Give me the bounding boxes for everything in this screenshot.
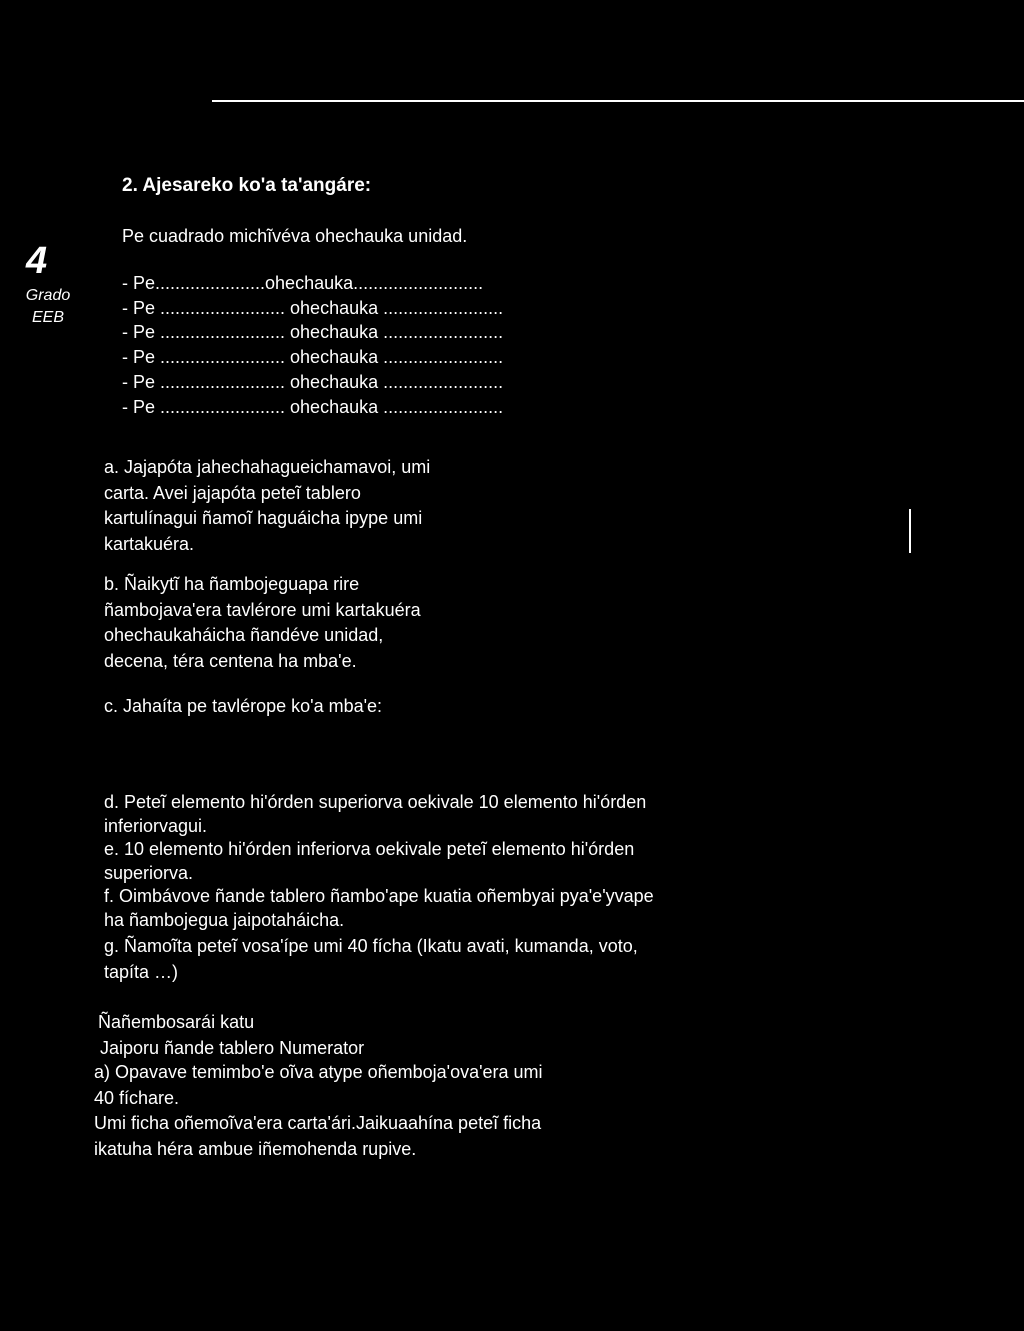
fill-row: - Pe......................ohechauka.......................... [122, 273, 484, 293]
section-heading: 2. Ajesareko ko'a ta'angáre: [122, 175, 372, 196]
game-line: Umi ficha oñemoĩva'era carta'ári.Jaikuaahína peteĩ ficha [94, 1113, 542, 1133]
fill-row: - Pe ......................... ohechauka ........................ [122, 396, 504, 417]
margin-rule [909, 509, 911, 553]
item-b-line: decena, téra centena ha mba'e. [104, 650, 357, 671]
item-e [104, 837, 634, 885]
fill-row: - Pe ......................... ohechauka ........................ [122, 371, 504, 392]
item-g-line: tapíta …) [104, 962, 179, 982]
grade-label-line-1: Grado [25, 287, 71, 304]
item-g-line: g. Ñamoĩta peteĩ vosa'ípe umi 40 fícha (Ikatu avati, kumanda, voto, [104, 936, 638, 956]
item-a [104, 455, 430, 557]
item-d-line: inferiorvagui. [104, 816, 208, 836]
item-d-line: d. Peteĩ elemento hi'órden superiorva oekivale 10 elemento hi'órden [104, 792, 647, 812]
fill-rows [122, 271, 503, 419]
game-instructions [94, 1060, 543, 1162]
top-rule [212, 100, 1024, 102]
game-title: Ñañembosarái katu [98, 1012, 255, 1032]
item-c: c. Jahaíta pe tavlérope ko'a mba'e: [104, 696, 383, 716]
item-a-line: carta. Avei jajapóta peteĩ tablero [104, 482, 361, 503]
item-b-line: b. Ñaikytĩ ha ñambojeguapa rire [104, 574, 360, 594]
item-b-line: ñambojava'era tavlérore umi kartakuéra [104, 599, 421, 620]
item-a-line: kartakuéra. [104, 533, 195, 554]
item-f [104, 884, 654, 932]
fill-row: - Pe ......................... ohechauka ........................ [122, 347, 504, 368]
grade-number: 4 [26, 240, 48, 282]
fill-row: - Pe ......................... ohechauka ........................ [122, 322, 504, 343]
item-f-line: ha ñambojegua jaipotaháicha. [104, 910, 345, 930]
item-a-line: a. Jajapóta jahechahagueichamavoi, umi [104, 457, 431, 477]
game-line: ikatuha héra ambue iñemohenda rupive. [94, 1138, 417, 1159]
item-f-line: f. Oimbávove ñande tablero ñambo'ape kuatia oñembyai pya'e'yvape [104, 886, 654, 906]
item-e-line: e. 10 elemento hi'órden inferiorva oekivale peteĩ elemento hi'órden [104, 839, 635, 859]
item-b [104, 572, 421, 674]
intro-text: Pe cuadrado michĩvéva ohechauka unidad. [122, 226, 468, 246]
item-b-line: ohechaukaháicha ñandéve unidad, [104, 625, 384, 645]
game-line: 40 fíchare. [94, 1087, 180, 1108]
grade-label-line-2: EEB [31, 309, 64, 326]
fill-row: - Pe ......................... ohechauka ........................ [122, 297, 504, 318]
item-e-line: superiorva. [104, 863, 194, 883]
item-a-line: kartulínagui ñamoĩ haguáicha ipype umi [104, 508, 423, 528]
item-d [104, 790, 646, 838]
item-g [104, 933, 638, 985]
game-subtitle: Jaiporu ñande tablero Numerator [100, 1038, 365, 1058]
grade-label [18, 285, 78, 329]
game-line: a) Opavave temimbo'e oĩva atype oñemboja'ova'era umi [94, 1062, 543, 1082]
